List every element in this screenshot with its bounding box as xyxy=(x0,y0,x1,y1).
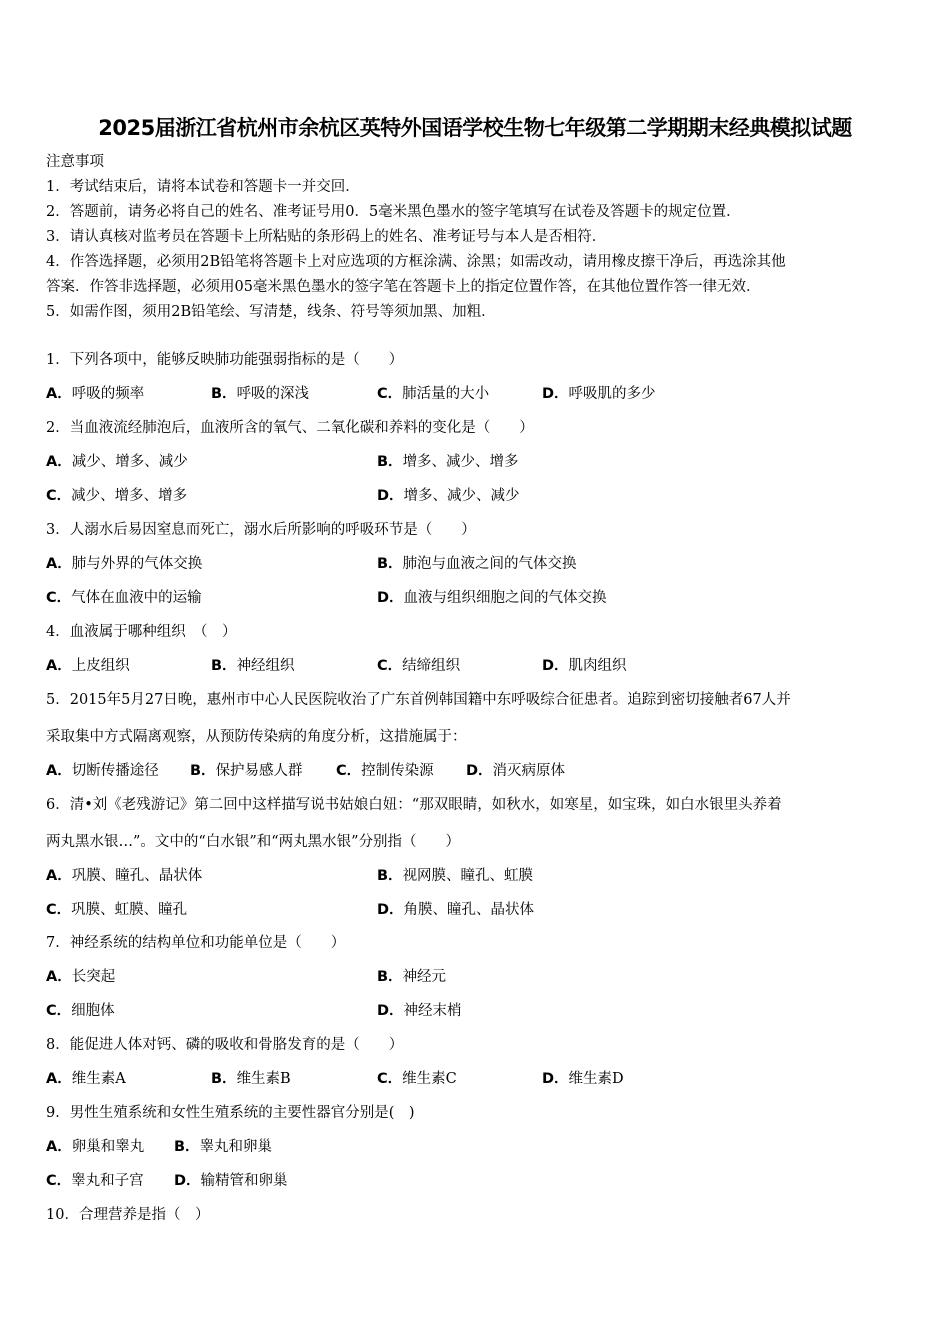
option-d: D．维生素D xyxy=(542,1071,624,1087)
question-3-stem: 3．人溺水后易因窒息而死亡，溺水后所影响的呼吸环节是（ ） xyxy=(46,522,476,538)
option-b: B．呼吸的深浅 xyxy=(211,386,310,402)
note-item: 答案．作答非选择题，必须用05毫米黑色墨水的签字笔在答题卡上的指定位置作答，在其他位置作答一律无效． xyxy=(46,279,761,295)
question-6-stem-line2: 两丸黑水银…”。文中的“白水银”和“两丸黑水银”分别指（ ） xyxy=(46,834,461,850)
option-b: B．神经组织 xyxy=(211,658,295,674)
note-item: 1．考试结束后，请将本试卷和答题卡一并交回． xyxy=(46,179,360,195)
option-c: C．结缔组织 xyxy=(377,658,461,674)
option-d: D．消灭病原体 xyxy=(466,763,566,779)
option-b: B．增多、减少、增多 xyxy=(377,454,519,470)
option-d: D．肌肉组织 xyxy=(542,658,627,674)
option-b: B．肺泡与血液之间的气体交换 xyxy=(377,556,577,572)
option-c: C．肺活量的大小 xyxy=(377,386,490,402)
exam-title: 2025届浙江省杭州市余杭区英特外国语学校生物七年级第二学期期末经典模拟试题 xyxy=(98,116,852,140)
option-c: C．睾丸和子宫 xyxy=(46,1173,144,1189)
option-c: C．控制传染源 xyxy=(336,763,434,779)
question-7-stem: 7．神经系统的结构单位和功能单位是（ ） xyxy=(46,935,346,951)
option-d: D．神经末梢 xyxy=(377,1003,462,1019)
option-a: A．减少、增多、减少 xyxy=(46,454,188,470)
option-d: D．增多、减少、减少 xyxy=(377,488,520,504)
question-5-stem-line1: 5．2015年5月27日晚，惠州市中心人民医院收治了广东首例韩国籍中东呼吸综合征患者。追踪到密切接触者67人并 xyxy=(46,692,791,708)
question-8-stem: 8．能促进人体对钙、磷的吸收和骨胳发育的是（ ） xyxy=(46,1037,404,1053)
option-b: B．维生素B xyxy=(211,1071,291,1087)
question-5-stem-line2: 采取集中方式隔离观察，从预防传染病的角度分析，这措施属于： xyxy=(46,729,467,745)
option-a: A．肺与外界的气体交换 xyxy=(46,556,203,572)
option-a: A．巩膜、瞳孔、晶状体 xyxy=(46,868,203,884)
note-item: 3．请认真核对监考员在答题卡上所粘贴的条形码上的姓名、准考证号与本人是否相符． xyxy=(46,229,607,245)
option-c: C．减少、增多、增多 xyxy=(46,488,188,504)
note-item: 5．如需作图，须用2B铅笔绘、写清楚，线条、符号等须加黑、加粗． xyxy=(46,304,496,320)
question-9-stem: 9．男性生殖系统和女性生殖系统的主要性器官分别是( ) xyxy=(46,1105,415,1121)
question-4-stem: 4．血液属于哪种组织 （ ） xyxy=(46,624,237,640)
question-2-stem: 2．当血液流经肺泡后，血液所含的氧气、二氧化碳和养料的变化是（ ） xyxy=(46,420,534,436)
note-item: 4．作答选择题，必须用2B铅笔将答题卡上对应选项的方框涂满、涂黑；如需改动，请用橡皮擦干净后，再选涂其他 xyxy=(46,254,786,270)
option-b: B．保护易感人群 xyxy=(190,763,303,779)
option-a: A．维生素A xyxy=(46,1071,126,1087)
option-b: B．神经元 xyxy=(377,969,447,985)
option-c: C．维生素C xyxy=(377,1071,457,1087)
option-c: C．巩膜、虹膜、瞳孔 xyxy=(46,902,188,918)
notes-section xyxy=(46,150,908,325)
option-a: A．上皮组织 xyxy=(46,658,130,674)
option-d: D．角膜、瞳孔、晶状体 xyxy=(377,902,535,918)
option-b: B．睾丸和卵巢 xyxy=(174,1139,273,1155)
note-item: 2．答题前，请务必将自己的姓名、准考证号用0．5毫米黑色墨水的签字笔填写在试卷及答题卡的规定位置． xyxy=(46,204,741,220)
option-d: D．输精管和卵巢 xyxy=(174,1173,288,1189)
option-a: A．卵巢和睾丸 xyxy=(46,1139,145,1155)
option-c: C．细胞体 xyxy=(46,1003,115,1019)
option-d: D．血液与组织细胞之间的气体交换 xyxy=(377,590,607,606)
option-a: A．切断传播途径 xyxy=(46,763,159,779)
question-6-stem-line1: 6．清•刘《老残游记》第二回中这样描写说书姑娘白妞：“那双眼睛，如秋水，如寒星，如宝珠，如白水银里头养着 xyxy=(46,797,782,813)
option-b: B．视网膜、瞳孔、虹膜 xyxy=(377,868,534,884)
option-d: D．呼吸肌的多少 xyxy=(542,386,656,402)
option-a: A．长突起 xyxy=(46,969,116,985)
question-10-stem: 10．合理营养是指（ ） xyxy=(46,1207,210,1223)
option-c: C．气体在血液中的运输 xyxy=(46,590,202,606)
option-a: A．呼吸的频率 xyxy=(46,386,145,402)
notes-heading: 注意事项 xyxy=(46,154,104,170)
question-1-stem: 1．下列各项中，能够反映肺功能强弱指标的是（ ） xyxy=(46,352,404,368)
